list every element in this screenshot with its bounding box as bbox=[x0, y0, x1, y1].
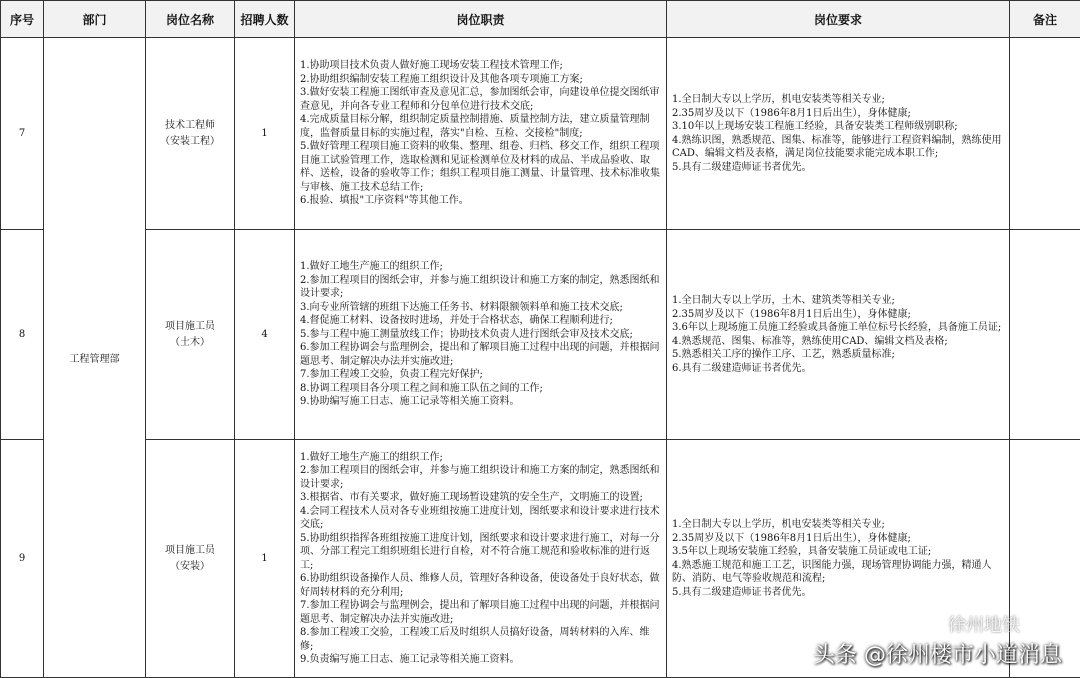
position-title-line: 项目施工员 bbox=[147, 543, 233, 559]
header-duties: 岗位职责 bbox=[295, 1, 667, 38]
requirement-item: 2.35周岁及以下（1986年8月1日后出生），身体健康; bbox=[672, 107, 1004, 121]
duty-item: 1.协助项目技术负责人做好施工现场安装工程技术管理工作; bbox=[300, 59, 661, 73]
duty-item: 4.会同工程技术人员对各专业班组按施工进度计划，图纸要求和设计要求进行技术交底; bbox=[300, 505, 661, 532]
hire-count: 1 bbox=[235, 38, 295, 230]
duty-item: 3.向专业所管辖的班组下达施工任务书、材料限额领料单和施工技术交底; bbox=[300, 301, 661, 315]
duty-item: 5.参与工程中施工测量放线工作；协助技术负责人进行图纸会审及技术交底; bbox=[300, 328, 661, 342]
duty-item: 2.参加工程项目的图纸会审，并参与施工组织设计和施工方案的制定，熟悉图纸和设计要求; bbox=[300, 274, 661, 301]
duty-item: 8.协调工程项目各分项工程之间和施工队伍之间的工作; bbox=[300, 382, 661, 396]
duty-item: 1.做好工地生产施工的组织工作; bbox=[300, 260, 661, 274]
duty-item: 7.参加工程协调会与监理例会，提出和了解项目施工过程中出现的问题，并根据问题思考、制定解决办法并实施改进; bbox=[300, 599, 661, 626]
duty-item: 3.根据省、市有关要求，做好施工现场暂设建筑的安全生产，文明施工的设置; bbox=[300, 491, 661, 505]
requirements-cell bbox=[667, 230, 1010, 440]
requirement-item: 5.具有二级建造师证书者优先。 bbox=[672, 586, 1004, 600]
position-title-line: 技术工程师 bbox=[147, 118, 233, 134]
duty-item: 5.做好管理工程项目施工资料的收集、整理、组卷、归档、移交工作，组织工程项目施工试验管理工作，选取检测和见证检测单位及材料的成品、半成品验收、取样、送检，设备的验收等工作；组织工程项目施工测量、计量管理、技术标准收集与审核、施工技术总结工作; bbox=[300, 140, 661, 194]
note-cell bbox=[1010, 38, 1080, 230]
note-cell bbox=[1010, 230, 1080, 440]
position-title bbox=[146, 38, 235, 230]
requirement-item: 4.熟悉规范、图集、标准等，熟练使用CAD、编辑文档及表格; bbox=[672, 335, 1004, 349]
requirement-item: 6.具有二级建造师证书者优先。 bbox=[672, 362, 1004, 376]
duty-item: 9.负责编写施工日志、施工记录等相关施工资料。 bbox=[300, 653, 661, 667]
header-position: 岗位名称 bbox=[146, 1, 235, 38]
duties-cell bbox=[295, 38, 667, 230]
row-no: 9 bbox=[1, 440, 44, 678]
requirement-item: 5.熟悉相关工序的操作工序、工艺，熟悉质量标准; bbox=[672, 348, 1004, 362]
duty-item: 6.协助组织设备操作人员、维修人员，管理好各种设备，使设备处于良好状态，做好周转材料的充分利用; bbox=[300, 572, 661, 599]
duties-cell bbox=[295, 230, 667, 440]
requirement-item: 1.全日制大专以上学历，土木、建筑类等相关专业; bbox=[672, 294, 1004, 308]
duty-item: 5.协助组织指挥各班组按施工进度计划，图纸要求和设计要求进行施工，对每一分项、分部工程完工组织班组长进行自检，对不符合施工规范和验收标准的进行返工; bbox=[300, 532, 661, 573]
duty-item: 4.督促施工材料、设备按时进场，并处于合格状态，确保工程顺利进行; bbox=[300, 314, 661, 328]
requirement-item: 2.35周岁及以下（1986年8月1日后出生），身体健康; bbox=[672, 532, 1004, 546]
logo-watermark: 徐州地铁 bbox=[948, 611, 1020, 637]
duty-item: 2.协助组织编制安装工程施工组织设计及其他各项专项施工方案; bbox=[300, 73, 661, 87]
position-title bbox=[146, 230, 235, 440]
duties-cell bbox=[295, 440, 667, 678]
position-title-line: （安装） bbox=[147, 559, 233, 575]
requirement-item: 4.熟练识图，熟悉规范、图集、标准等，能够进行工程资料编制，熟练使用CAD、编辑文档及表格，满足岗位技能要求能完成本职工作; bbox=[672, 134, 1004, 161]
duty-item: 1.做好工地生产施工的组织工作; bbox=[300, 451, 661, 465]
duty-item: 2.参加工程项目的图纸会审，并参与施工组织设计和施工方案的制定，熟悉图纸和设计要求; bbox=[300, 464, 661, 491]
row-no: 7 bbox=[1, 38, 44, 230]
requirement-item: 3.5年以上现场安装施工经验，具备安装施工员证或电工证; bbox=[672, 545, 1004, 559]
hire-count: 1 bbox=[235, 440, 295, 678]
requirement-item: 4.熟悉施工规范和施工工艺，识图能力强，现场管理协调能力强，精通人防、消防、电气等验收规范和流程; bbox=[672, 559, 1004, 586]
requirement-item: 1.全日制大专以上学历，机电安装类等相关专业; bbox=[672, 93, 1004, 107]
duty-item: 9.协助编写施工日志、施工记录等相关施工资料。 bbox=[300, 395, 661, 409]
requirement-item: 1.全日制大专以上学历，机电安装类等相关专业; bbox=[672, 518, 1004, 532]
requirement-item: 3.6年以上现场施工员施工经验或具备施工单位标号长经验，具备施工员证; bbox=[672, 321, 1004, 335]
duty-item: 7.参加工程竣工交验，负责工程完好保护; bbox=[300, 368, 661, 382]
requirement-item: 5.具有二级建造师证书者优先。 bbox=[672, 161, 1004, 175]
header-requirements: 岗位要求 bbox=[667, 1, 1010, 38]
header-no: 序号 bbox=[1, 1, 44, 38]
position-title-line: （安装工程） bbox=[147, 134, 233, 150]
header-department: 部门 bbox=[44, 1, 146, 38]
duty-item: 3.做好安装工程施工图纸审查及意见汇总，参加图纸会审，向建设单位提交图纸审查意见，并向各专业工程师和分包单位进行技术交底; bbox=[300, 86, 661, 113]
department-cell: 工程管理部 bbox=[44, 38, 146, 678]
duty-item: 8.参加工程竣工交验，工程竣工后及时组织人员搞好设备，周转材料的入库、维修; bbox=[300, 626, 661, 653]
source-watermark: 头条 @徐州楼市小道消息 bbox=[813, 638, 1062, 669]
header-note: 备注 bbox=[1010, 1, 1080, 38]
requirement-item: 3.10年以上现场安装工程施工经验，具备安装类工程师级别职称; bbox=[672, 120, 1004, 134]
position-title-line: （土木） bbox=[147, 335, 233, 351]
header-count: 招聘人数 bbox=[235, 1, 295, 38]
table-header-row bbox=[1, 1, 1080, 38]
duty-item: 6.报验、填报"工序资料"等其他工作。 bbox=[300, 194, 661, 208]
duty-item: 4.完成质量目标分解，组织制定质量控制措施、质量控制方法，建立质量管理制度，监督质量目标的实施过程，落实"自检、互检、交接检"制度; bbox=[300, 113, 661, 140]
position-title bbox=[146, 440, 235, 678]
row-no: 8 bbox=[1, 230, 44, 440]
duty-item: 6.参加工程协调会与监理例会，提出和了解项目施工过程中出现的问题，并根据问题思考、制定解决办法并实施改进; bbox=[300, 341, 661, 368]
position-title-line: 项目施工员 bbox=[147, 319, 233, 335]
requirements-cell bbox=[667, 38, 1010, 230]
table-row bbox=[1, 38, 1080, 230]
requirement-item: 2.35周岁及以下（1986年8月1日后出生），身体健康; bbox=[672, 308, 1004, 322]
table-row bbox=[1, 230, 1080, 440]
hire-count: 4 bbox=[235, 230, 295, 440]
